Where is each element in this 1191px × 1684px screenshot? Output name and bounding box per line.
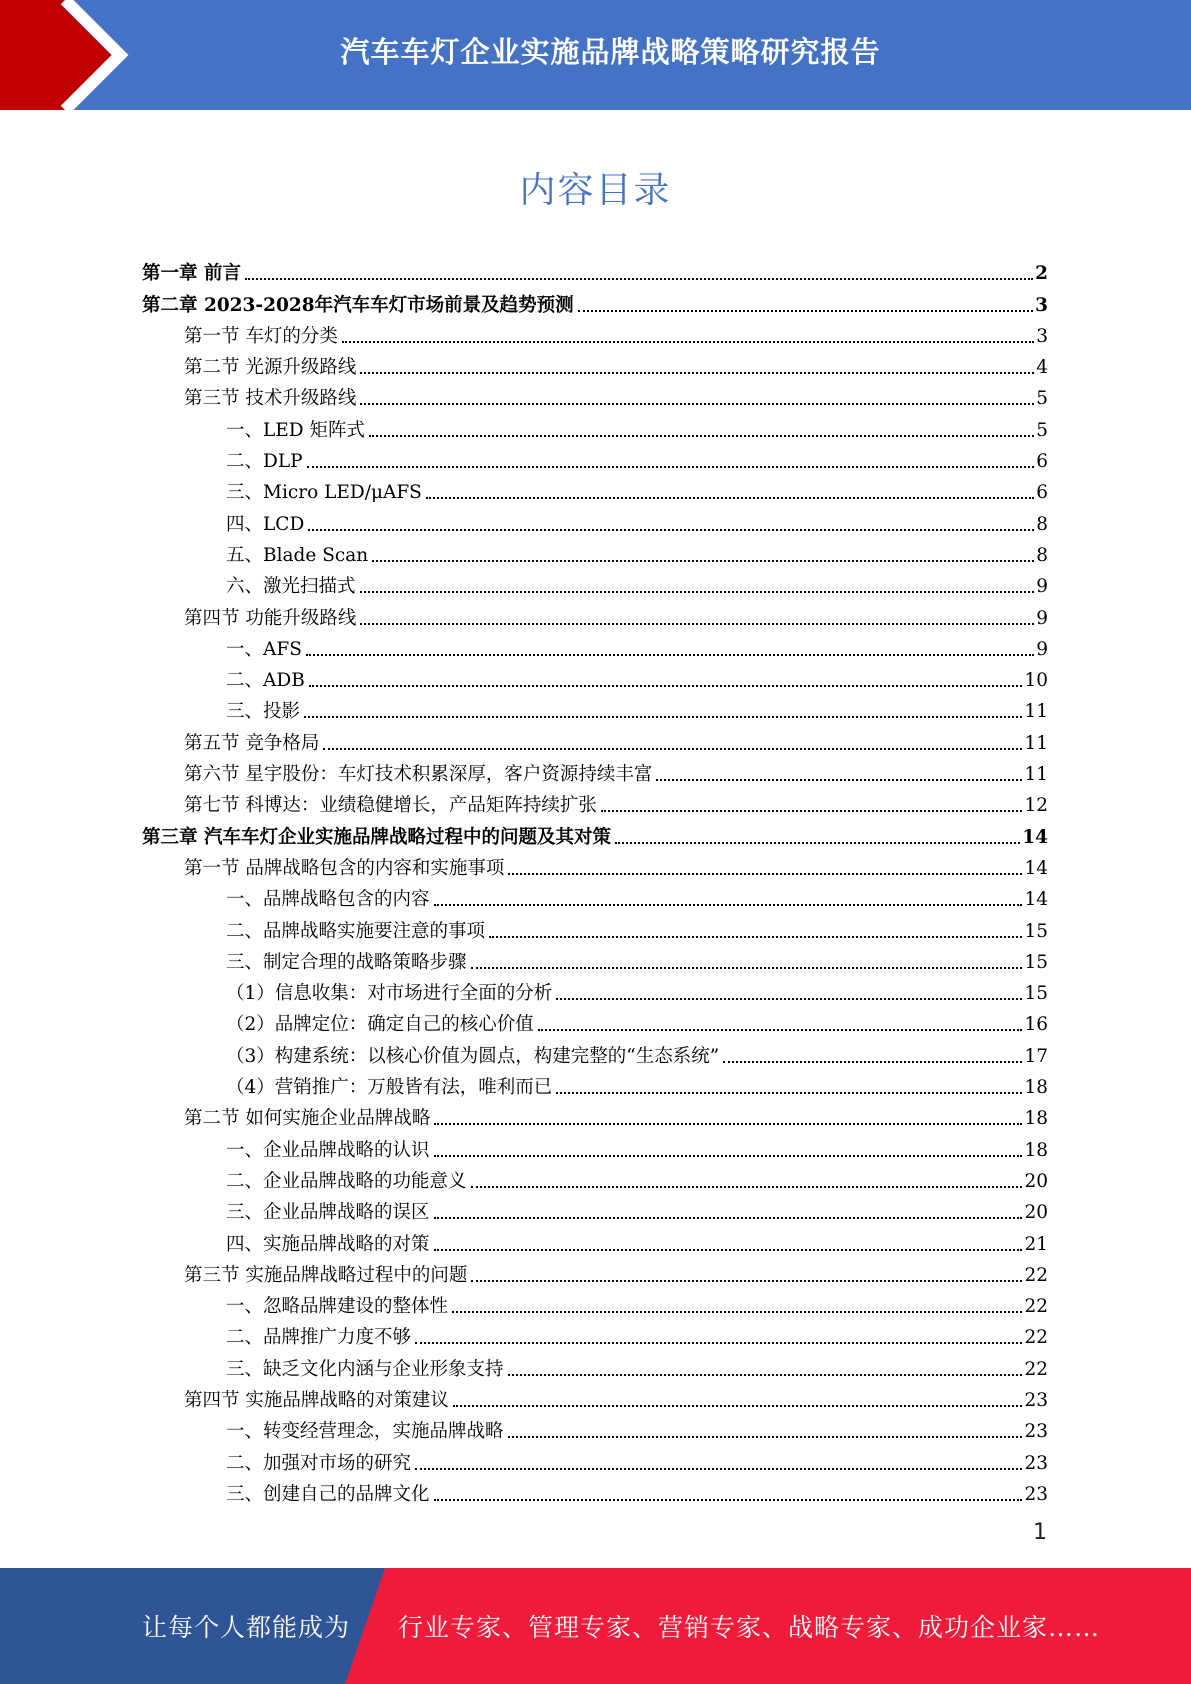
toc-dot-leader — [508, 1435, 1023, 1438]
toc-entry-page: 18 — [1024, 1108, 1048, 1130]
toc-entry-page: 4 — [1036, 357, 1048, 379]
toc-entry[interactable] — [142, 880, 1048, 911]
toc-entry-title: （1）信息收集：对市场进行全面的分析 — [226, 983, 553, 1005]
toc-dot-leader — [434, 903, 1023, 906]
toc-dot-leader — [372, 559, 1034, 562]
toc-entry[interactable] — [142, 317, 1048, 348]
toc-entry-page: 23 — [1024, 1483, 1048, 1505]
toc-dot-leader — [342, 340, 1034, 343]
toc-entry-title: 三、制定合理的战略策略步骤 — [226, 951, 467, 973]
toc-entry[interactable] — [142, 1224, 1048, 1255]
toc-entry-title: 二、品牌推广力度不够 — [226, 1327, 412, 1349]
toc-entry-page: 10 — [1024, 670, 1048, 692]
toc-entry-title: 二、加强对市场的研究 — [226, 1452, 412, 1474]
toc-entry[interactable] — [142, 1099, 1048, 1130]
toc-entry[interactable] — [142, 1036, 1048, 1067]
toc-dot-leader — [601, 809, 1023, 812]
toc-entry-page: 20 — [1024, 1170, 1048, 1192]
toc-dot-leader — [508, 1373, 1023, 1376]
toc-entry-title: 二、ADB — [226, 670, 305, 692]
toc-entry[interactable] — [142, 1318, 1048, 1349]
toc-entry-page: 11 — [1024, 701, 1048, 723]
toc-entry-title: 一、企业品牌战略的认识 — [226, 1139, 430, 1161]
toc-entry[interactable] — [142, 1068, 1048, 1099]
toc-dot-leader — [656, 778, 1022, 781]
toc-entry-page: 9 — [1036, 638, 1048, 660]
toc-entry-title: 一、忽略品牌建设的整体性 — [226, 1296, 449, 1318]
toc-entry[interactable] — [142, 661, 1048, 692]
toc-entry-title: 二、DLP — [226, 451, 303, 473]
toc-dot-leader — [434, 1122, 1022, 1125]
toc-entry-page: 15 — [1024, 920, 1048, 942]
toc-entry-page: 16 — [1024, 1014, 1048, 1036]
toc-dot-leader — [471, 1185, 1023, 1188]
toc-dot-leader — [360, 622, 1034, 625]
toc-entry-title: 第二章 2023-2028年汽车车灯市场前景及趋势预测 — [142, 294, 574, 316]
toc-entry-page: 15 — [1024, 951, 1048, 973]
toc-entry-page: 23 — [1024, 1389, 1048, 1411]
toc-dot-leader — [453, 1404, 1023, 1407]
header-banner — [0, 0, 1191, 110]
toc-entry[interactable] — [142, 1193, 1048, 1224]
toc-entry-page: 8 — [1036, 513, 1048, 535]
toc-entry-title: 四、LCD — [226, 513, 305, 535]
toc-entry[interactable] — [142, 1287, 1048, 1318]
toc-entry-page: 3 — [1035, 294, 1048, 316]
toc-entry[interactable] — [142, 974, 1048, 1005]
toc-dot-leader — [307, 465, 1035, 468]
toc-entry-page: 5 — [1036, 419, 1048, 441]
toc-dot-leader — [309, 684, 1023, 687]
toc-entry[interactable] — [142, 1412, 1048, 1443]
toc-entry[interactable] — [142, 817, 1048, 848]
toc-entry[interactable] — [142, 1005, 1048, 1036]
toc-dot-leader — [426, 496, 1034, 499]
toc-entry[interactable] — [142, 911, 1048, 942]
toc-dot-leader — [434, 1498, 1023, 1501]
toc-entry-title: 一、转变经营理念，实施品牌战略 — [226, 1421, 504, 1443]
toc-entry-title: 四、实施品牌战略的对策 — [226, 1233, 430, 1255]
toc-dot-leader — [434, 1216, 1023, 1219]
toc-entry-title: 二、企业品牌战略的功能意义 — [226, 1170, 467, 1192]
toc-entry-page: 6 — [1036, 482, 1048, 504]
toc-entry[interactable] — [142, 1475, 1048, 1506]
toc-dot-leader — [245, 277, 1033, 280]
toc-entry-title: 第二节 如何实施企业品牌战略 — [184, 1108, 431, 1130]
toc-dot-leader — [471, 966, 1023, 969]
toc-entry-page: 9 — [1036, 576, 1048, 598]
toc-entry[interactable] — [142, 285, 1048, 316]
toc-entry-title: （4）营销推广：万般皆有法，唯利而已 — [226, 1077, 553, 1099]
toc-entry-title: 第三节 技术升级路线 — [184, 388, 357, 410]
table-of-contents — [142, 254, 1048, 1506]
toc-dot-leader — [471, 1279, 1022, 1282]
toc-dot-leader — [508, 872, 1022, 875]
toc-dot-leader — [323, 747, 1022, 750]
toc-entry-title: 第三节 实施品牌战略过程中的问题 — [184, 1264, 468, 1286]
toc-dot-leader — [304, 715, 1022, 718]
toc-entry-page: 15 — [1024, 983, 1048, 1005]
toc-entry-title: 第四节 功能升级路线 — [184, 607, 357, 629]
toc-entry[interactable] — [142, 849, 1048, 880]
toc-entry-title: 三、投影 — [226, 701, 301, 723]
toc-entry-page: 11 — [1024, 732, 1048, 754]
toc-entry-title: 第一节 车灯的分类 — [184, 325, 338, 347]
toc-entry-title: （3）构建系统：以核心价值为圆点，构建完整的“生态系统” — [226, 1045, 720, 1067]
toc-entry-page: 5 — [1036, 388, 1048, 410]
toc-entry-page: 6 — [1036, 451, 1048, 473]
toc-entry-page: 23 — [1024, 1452, 1048, 1474]
toc-dot-leader — [452, 1310, 1022, 1313]
toc-entry-title: 第二节 光源升级路线 — [184, 357, 357, 379]
toc-entry-page: 11 — [1024, 764, 1048, 786]
toc-entry-page: 22 — [1024, 1296, 1048, 1318]
toc-entry[interactable] — [142, 442, 1048, 473]
toc-entry-page: 8 — [1036, 544, 1048, 566]
toc-entry-title: 六、激光扫描式 — [226, 576, 356, 598]
toc-dot-leader — [360, 371, 1034, 374]
toc-entry[interactable] — [142, 1349, 1048, 1380]
toc-entry-page: 23 — [1024, 1421, 1048, 1443]
toc-heading: 内容目录 — [519, 170, 672, 211]
toc-dot-leader — [415, 1341, 1022, 1344]
toc-entry[interactable] — [142, 723, 1048, 754]
toc-entry-title: 三、缺乏文化内涵与企业形象支持 — [226, 1358, 504, 1380]
toc-entry[interactable] — [142, 1256, 1048, 1287]
toc-entry[interactable] — [142, 755, 1048, 786]
toc-entry[interactable] — [142, 379, 1048, 410]
toc-dot-leader — [556, 997, 1022, 1000]
toc-entry[interactable] — [142, 254, 1048, 285]
footer-slogan-left: 让每个人都能成为 — [142, 1613, 351, 1642]
toc-dot-leader — [434, 1154, 1023, 1157]
toc-dot-leader — [360, 590, 1035, 593]
toc-entry-title: 第一节 品牌战略包含的内容和实施事项 — [184, 857, 505, 879]
toc-entry[interactable] — [142, 1162, 1048, 1193]
toc-entry[interactable] — [142, 943, 1048, 974]
toc-entry-title: 一、品牌战略包含的内容 — [226, 889, 430, 911]
toc-entry-page: 14 — [1024, 857, 1048, 879]
toc-entry-page: 20 — [1024, 1202, 1048, 1224]
footer-slogan-right: 行业专家、管理专家、营销专家、战略专家、成功企业家…… — [398, 1613, 1101, 1642]
toc-dot-leader — [306, 653, 1034, 656]
toc-entry-page: 9 — [1036, 607, 1048, 629]
toc-dot-leader — [578, 309, 1034, 312]
toc-entry[interactable] — [142, 504, 1048, 535]
toc-dot-leader — [434, 1248, 1023, 1251]
toc-entry[interactable] — [142, 786, 1048, 817]
toc-entry-page: 22 — [1024, 1327, 1048, 1349]
toc-entry-title: 三、创建自己的品牌文化 — [226, 1483, 430, 1505]
toc-dot-leader — [369, 434, 1034, 437]
toc-entry-title: 一、AFS — [226, 638, 302, 660]
toc-entry-page: 14 — [1022, 826, 1048, 848]
toc-entry-title: （2）品牌定位：确定自己的核心价值 — [226, 1014, 534, 1036]
toc-dot-leader — [308, 528, 1034, 531]
toc-entry-page: 17 — [1024, 1045, 1048, 1067]
toc-entry[interactable] — [142, 536, 1048, 567]
toc-entry-page: 21 — [1024, 1233, 1048, 1255]
toc-entry-page: 18 — [1024, 1139, 1048, 1161]
toc-entry[interactable] — [142, 1443, 1048, 1474]
toc-entry[interactable] — [142, 1381, 1048, 1412]
toc-dot-leader — [360, 402, 1034, 405]
toc-dot-leader — [615, 841, 1020, 844]
toc-entry[interactable] — [142, 410, 1048, 441]
toc-entry-page: 22 — [1024, 1358, 1048, 1380]
footer-banner — [0, 1568, 1191, 1684]
toc-entry[interactable] — [142, 630, 1048, 661]
toc-entry-title: 五、Blade Scan — [226, 544, 369, 566]
toc-entry-title: 二、品牌战略实施要注意的事项 — [226, 920, 486, 942]
toc-dot-leader — [723, 1060, 1022, 1063]
toc-entry-title: 第一章 前言 — [142, 263, 241, 285]
toc-entry[interactable] — [142, 692, 1048, 723]
toc-dot-leader — [415, 1467, 1022, 1470]
toc-entry[interactable] — [142, 348, 1048, 379]
toc-dot-leader — [538, 1028, 1023, 1031]
toc-entry-title: 第七节 科博达：业绩稳健增长，产品矩阵持续扩张 — [184, 795, 597, 817]
toc-entry-page: 12 — [1024, 795, 1048, 817]
page-number: 1 — [1033, 1520, 1047, 1545]
toc-entry-title: 第六节 星宇股份：车灯技术积累深厚，客户资源持续丰富 — [184, 764, 653, 786]
toc-entry-title: 第四节 实施品牌战略的对策建议 — [184, 1389, 449, 1411]
toc-entry-page: 22 — [1024, 1264, 1048, 1286]
toc-entry[interactable] — [142, 598, 1048, 629]
toc-entry-page: 2 — [1035, 263, 1048, 285]
toc-entry-page: 14 — [1024, 889, 1048, 911]
toc-entry[interactable] — [142, 473, 1048, 504]
toc-entry[interactable] — [142, 1130, 1048, 1161]
toc-entry-title: 三、企业品牌战略的误区 — [226, 1202, 430, 1224]
toc-entry-page: 18 — [1024, 1077, 1048, 1099]
toc-dot-leader — [556, 1091, 1022, 1094]
toc-entry-title: 第三章 汽车车灯企业实施品牌战略过程中的问题及其对策 — [142, 826, 611, 848]
toc-entry-title: 第五节 竞争格局 — [184, 732, 320, 754]
toc-dot-leader — [489, 935, 1022, 938]
report-title: 汽车车灯企业实施品牌战略策略研究报告 — [340, 34, 881, 69]
toc-entry-title: 一、LED 矩阵式 — [226, 419, 366, 441]
toc-entry[interactable] — [142, 567, 1048, 598]
toc-entry-title: 三、Micro LED/μAFS — [226, 482, 422, 504]
toc-entry-page: 3 — [1036, 325, 1048, 347]
